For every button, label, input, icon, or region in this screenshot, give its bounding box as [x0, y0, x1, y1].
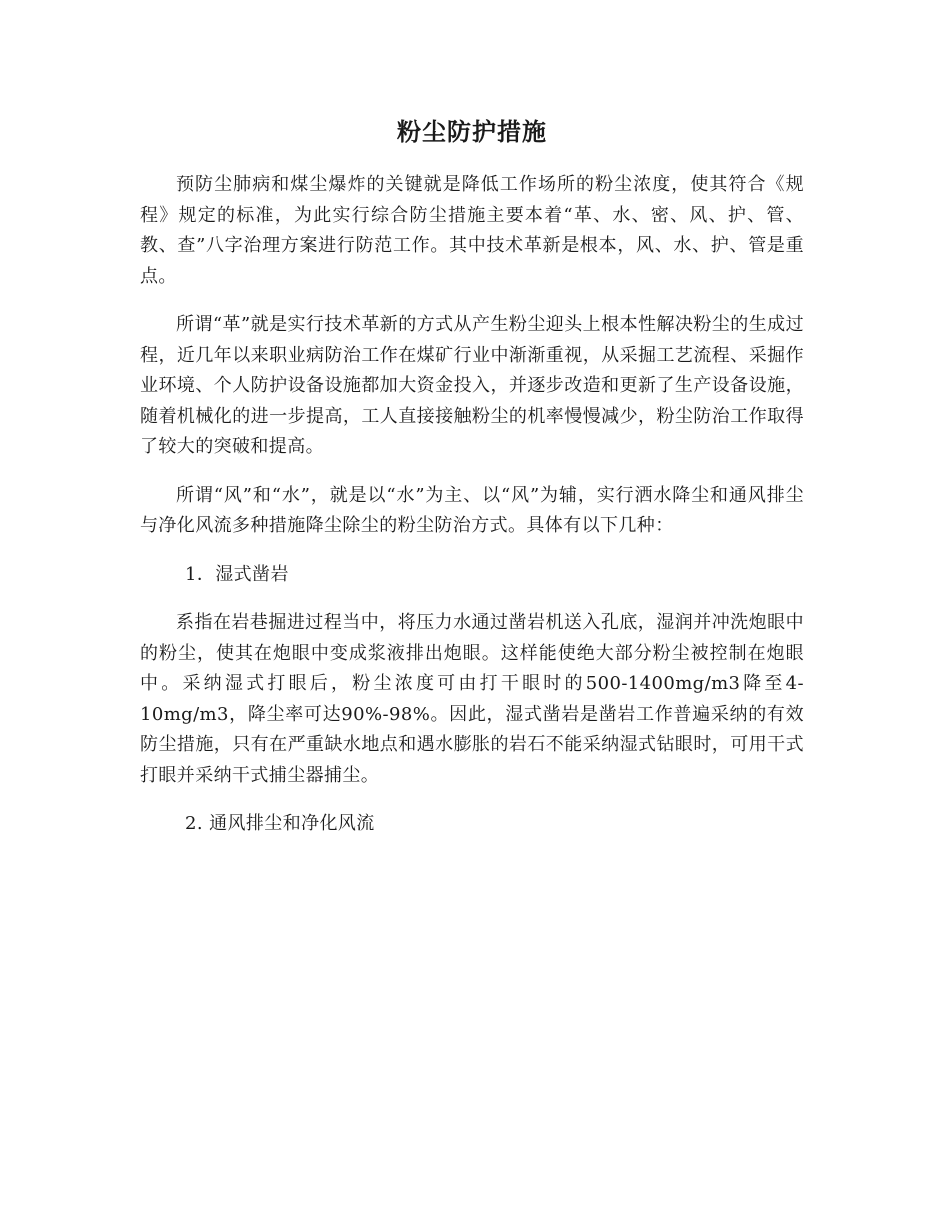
document-title: 粉尘防护措施 [397, 117, 547, 146]
list-item-heading-1: 1．湿式凿岩 [185, 563, 289, 585]
document-page [140, 112, 804, 858]
paragraph-feng-shui: 所谓“风”和“水”，就是以“水”为主、以“风”为辅，实行洒水降尘和通风排尘与净化风流多种措施降尘除尘的粉尘防治方式。具体有以下几种： [140, 484, 804, 536]
list-item-heading-2: 2. 通风排尘和净化风流 [185, 813, 375, 834]
paragraph-ge: 所谓“革”就是实行技术革新的方式从产生粉尘迎头上根本性解决粉尘的生成过程，近几年以来职业病防治工作在煤矿行业中渐渐重视，从采掘工艺流程、采掘作业环境、个人防护设备设施都加大资金投入，并逐步改造和更新了生产设备设施，随着机械化的进一步提高，工人直接接触粉尘的机率慢慢减少，粉尘防治工作取得了较大的突破和提高。 [140, 314, 804, 457]
paragraph-intro: 预防尘肺病和煤尘爆炸的关键就是降低工作场所的粉尘浓度，使其符合《规程》规定的标准，为此实行综合防尘措施主要本着“革、水、密、风、护、管、教、查”八字治理方案进行防范工作。其中技术革新是根本，风、水、护、管是重点。 [140, 174, 804, 287]
paragraph-wet-drilling: 系指在岩巷掘进过程当中，将压力水通过凿岩机送入孔底，湿润并冲洗炮眼中的粉尘，使其在炮眼中变成浆液排出炮眼。这样能使绝大部分粉尘被控制在炮眼中。采纳湿式打眼后，粉尘浓度可由打干眼时的500-1400mg/m3降至4-10mg/m3，降尘率可达90%-98%。因此，湿式凿岩是凿岩工作普遍采纳的有效防尘措施，只有在严重缺水地点和遇水膨胀的岩石不能采纳湿式钻眼时，可用干式打眼并采纳干式捕尘器捕尘。 [140, 612, 804, 786]
